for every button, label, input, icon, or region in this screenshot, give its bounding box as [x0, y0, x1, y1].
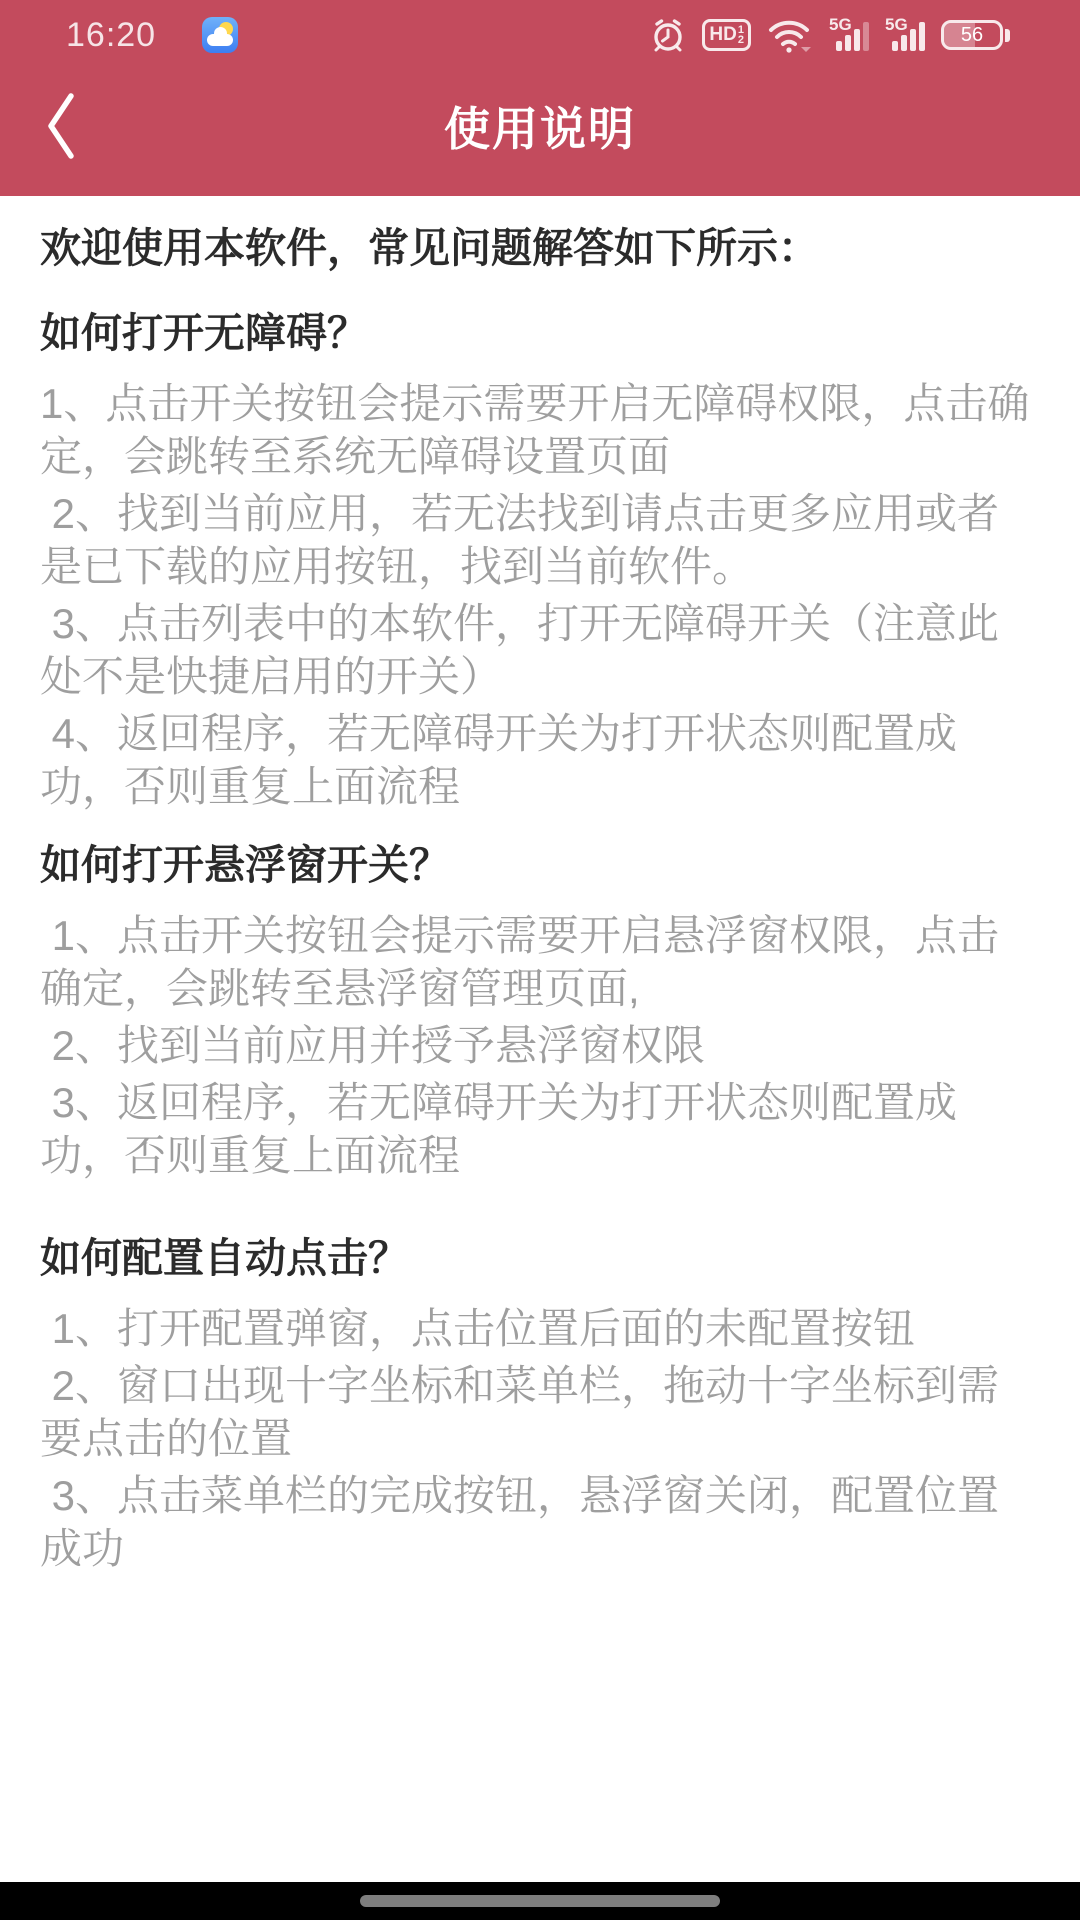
back-button[interactable] — [44, 86, 100, 166]
instruction-item — [40, 909, 1044, 1015]
instruction-line: 1、点击开关按钮会提示需要开启悬浮窗权限，点击 — [40, 912, 1000, 959]
content-area — [0, 196, 1080, 1882]
battery-cap — [1005, 29, 1010, 42]
battery-shell — [941, 20, 1003, 50]
instruction-item — [40, 597, 1044, 703]
section-heading: 如何配置自动点击？ — [40, 1235, 409, 1281]
welcome-text: 欢迎使用本软件，常见问题解答如下所示： — [40, 225, 819, 271]
status-icons — [650, 17, 1010, 53]
signal-bars — [892, 22, 925, 51]
instruction-item — [40, 707, 1044, 813]
section-heading: 如何打开悬浮窗开关？ — [40, 842, 450, 888]
instruction-line: 确定，会跳转至悬浮窗管理页面, — [40, 965, 640, 1012]
bottom-gesture-bar — [0, 1882, 1080, 1920]
instruction-item — [40, 1469, 1044, 1575]
signal-bars — [836, 22, 869, 51]
instruction-item — [40, 1302, 1044, 1355]
instruction-line: 功，否则重复上面流程 — [40, 763, 461, 810]
instruction-item — [40, 1019, 1044, 1072]
header — [0, 0, 1080, 196]
faq-section — [40, 1232, 1044, 1575]
instruction-line: 定，会跳转至系统无障碍设置页面 — [40, 433, 671, 480]
wifi-dropdown-arrow-icon — [801, 47, 811, 52]
instruction-line: 3、点击菜单栏的完成按钮，悬浮窗关闭，配置位置 — [40, 1472, 1000, 1519]
title-bar — [0, 56, 1080, 196]
hd-voice-icon — [702, 19, 751, 51]
hd-label: HD — [709, 24, 737, 45]
weather-app-icon — [202, 17, 238, 53]
home-indicator[interactable] — [360, 1895, 720, 1907]
faq-section — [40, 839, 1044, 1182]
hd-fraction — [738, 25, 744, 45]
instruction-line: 1、打开配置弹窗，点击位置后面的未配置按钮 — [40, 1305, 916, 1352]
cloud-icon — [207, 34, 233, 46]
instruction-line: 处不是快捷启用的开关） — [40, 653, 503, 700]
instruction-item — [40, 487, 1044, 593]
hd-frac-bottom: 2 — [737, 34, 744, 46]
network-type-label: 5G — [885, 15, 908, 34]
instruction-line: 要点击的位置 — [40, 1415, 293, 1462]
page-title: 使用说明 — [444, 103, 636, 155]
instruction-line: 2、找到当前应用并授予悬浮窗权限 — [40, 1022, 706, 1069]
instruction-item — [40, 1076, 1044, 1182]
battery-icon — [941, 20, 1010, 50]
instruction-line: 1、点击开关按钮会提示需要开启无障碍权限，点击确 — [40, 380, 1030, 427]
clock-time: 16:20 — [66, 15, 157, 54]
instruction-line: 功，否则重复上面流程 — [40, 1132, 461, 1179]
instruction-item — [40, 1359, 1044, 1465]
battery-percent: 56 — [960, 23, 984, 46]
status-bar — [0, 0, 1080, 56]
faq-section — [40, 307, 1044, 813]
hd-frac-top: 1 — [737, 24, 744, 36]
instruction-line: 3、返回程序，若无障碍开关为打开状态则配置成 — [40, 1079, 958, 1126]
instruction-line: 成功 — [40, 1525, 125, 1572]
instruction-line: 2、找到当前应用，若无法找到请点击更多应用或者 — [40, 490, 1000, 537]
instruction-line: 2、窗口出现十字坐标和菜单栏，拖动十字坐标到需 — [40, 1362, 1000, 1409]
chevron-left-icon — [44, 90, 78, 162]
instruction-line: 是已下载的应用按钮，找到当前软件。 — [40, 543, 755, 590]
alarm-clock-icon — [650, 18, 686, 52]
instruction-line: 3、点击列表中的本软件，打开无障碍开关（注意此 — [40, 600, 1000, 647]
network-type-label: 5G — [829, 15, 852, 34]
section-heading: 如何打开无障碍？ — [40, 310, 368, 356]
wifi-icon — [767, 17, 813, 53]
signal-5g-icon-sim2 — [885, 17, 925, 53]
instruction-line: 4、返回程序，若无障碍开关为打开状态则配置成 — [40, 710, 958, 757]
signal-5g-icon-sim1 — [829, 17, 869, 53]
instruction-item — [40, 377, 1044, 483]
